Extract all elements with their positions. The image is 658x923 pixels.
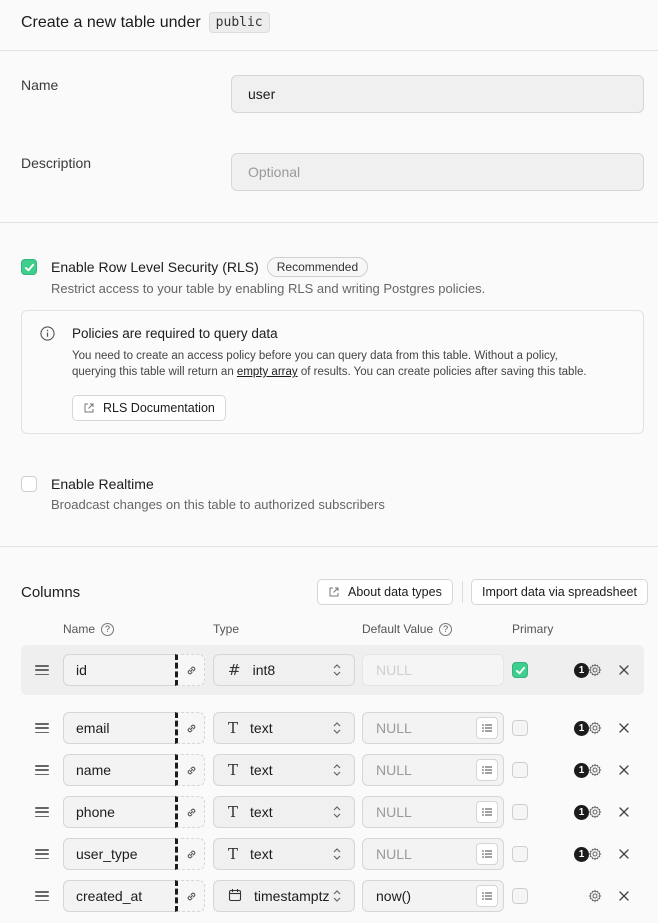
foreign-key-button[interactable]: [175, 796, 205, 828]
text-type-icon: T: [228, 761, 239, 779]
realtime-description: Broadcast changes on this table to authorized subscribers: [51, 497, 385, 512]
link-icon: [185, 806, 198, 819]
default-value: NULL: [376, 720, 412, 736]
page-header: [21, 12, 270, 33]
link-icon: [185, 848, 198, 861]
drag-handle-icon[interactable]: [35, 849, 49, 859]
list-icon: [481, 848, 493, 860]
settings-count-badge: 1: [574, 763, 589, 778]
list-icon: [481, 764, 493, 776]
rls-documentation-label: RLS Documentation: [103, 401, 215, 415]
settings-count-badge: 1: [574, 721, 589, 736]
divider: [0, 546, 658, 547]
close-icon[interactable]: [618, 806, 630, 818]
chevron-up-down-icon: [332, 721, 342, 735]
default-value-input[interactable]: [362, 654, 504, 686]
schema-pill: public: [209, 12, 270, 33]
column-name-input[interactable]: [63, 838, 177, 870]
column-name-value: phone: [76, 804, 115, 820]
callout-text-line-1: You need to create an access policy before you can query data from this table. Without a policy,: [72, 350, 558, 362]
default-value-input[interactable]: [362, 838, 504, 870]
column-header-type: [213, 622, 239, 636]
gear-icon[interactable]: [588, 805, 602, 819]
realtime-checkbox[interactable]: [21, 476, 37, 492]
calendar-icon: [228, 888, 242, 905]
rls-title: Enable Row Level Security (RLS): [51, 259, 259, 275]
primary-key-checkbox[interactable]: [512, 720, 528, 736]
primary-key-checkbox[interactable]: [512, 804, 528, 820]
column-header-type-label: Type: [213, 622, 240, 636]
foreign-key-button[interactable]: [175, 838, 205, 870]
help-icon[interactable]: ?: [439, 623, 452, 636]
check-icon: [24, 262, 35, 273]
default-value-input[interactable]: [362, 880, 504, 912]
column-type-value: text: [250, 720, 273, 736]
close-icon[interactable]: [618, 722, 630, 734]
check-icon: [515, 665, 526, 676]
default-suggestions-button[interactable]: [476, 759, 498, 781]
default-value-input[interactable]: [362, 796, 504, 828]
column-name-input[interactable]: [63, 712, 177, 744]
description-input[interactable]: Optional: [231, 153, 644, 191]
recommended-badge: Recommended: [267, 257, 368, 277]
link-icon: [185, 722, 198, 735]
chevron-up-down-icon: [332, 663, 342, 677]
column-name-value: id: [76, 662, 87, 678]
chevron-up-down-icon: [332, 763, 342, 777]
page-title: Create a new table under: [21, 13, 201, 31]
close-icon[interactable]: [618, 664, 630, 676]
separator: [462, 581, 463, 603]
column-name-input[interactable]: [63, 880, 177, 912]
column-name-value: name: [76, 762, 112, 778]
settings-count-badge: 1: [574, 847, 589, 862]
list-icon: [481, 806, 493, 818]
rls-title-row: [51, 257, 368, 277]
hash-icon: #: [228, 661, 241, 679]
primary-key-checkbox[interactable]: [512, 888, 528, 904]
column-type-value: int8: [252, 662, 276, 678]
column-type-value: text: [250, 846, 273, 862]
link-icon: [185, 764, 198, 777]
column-type-select[interactable]: [213, 838, 355, 870]
settings-count-badge: 1: [574, 805, 589, 820]
primary-key-checkbox[interactable]: [512, 846, 528, 862]
column-type-value: text: [250, 804, 273, 820]
callout-text-2a: querying this table will return an: [72, 366, 237, 378]
default-suggestions-button[interactable]: [476, 717, 498, 739]
default-value: NULL: [376, 804, 412, 820]
name-input[interactable]: user: [231, 75, 644, 113]
column-header-primary-label: Primary: [512, 622, 554, 636]
column-header-name: [63, 622, 114, 636]
column-type-value: text: [250, 762, 273, 778]
description-label: Description: [21, 155, 92, 171]
text-type-icon: T: [228, 719, 239, 737]
import-spreadsheet-label: Import data via spreadsheet: [482, 585, 637, 599]
settings-count-badge: 1: [574, 663, 589, 678]
rls-description: Restrict access to your table by enabling RLS and writing Postgres policies.: [51, 281, 486, 296]
default-suggestions-button[interactable]: [476, 885, 498, 907]
divider: [0, 50, 658, 51]
column-header-default: [362, 622, 452, 636]
foreign-key-button[interactable]: [175, 880, 205, 912]
column-type-select[interactable]: [213, 796, 355, 828]
callout-title: Policies are required to query data: [72, 326, 278, 341]
gear-icon[interactable]: [588, 889, 602, 903]
columns-title: Columns: [21, 584, 81, 601]
list-icon: [481, 890, 493, 902]
import-spreadsheet-button[interactable]: [471, 579, 648, 605]
help-icon[interactable]: ?: [101, 623, 114, 636]
empty-array-link[interactable]: empty array: [236, 366, 298, 378]
callout-text-2b: of results. You can create policies after saving this table.: [297, 366, 587, 378]
primary-key-checkbox[interactable]: [512, 762, 528, 778]
drag-handle-icon[interactable]: [35, 891, 49, 901]
about-data-types-label: About data types: [348, 585, 442, 599]
divider: [0, 222, 658, 223]
close-icon[interactable]: [618, 848, 630, 860]
default-value: now(): [376, 888, 412, 904]
name-label: Name: [21, 77, 59, 93]
text-type-icon: T: [228, 845, 239, 863]
default-suggestions-button[interactable]: [476, 801, 498, 823]
gear-icon[interactable]: [588, 847, 602, 861]
close-icon[interactable]: [618, 890, 630, 902]
gear-icon[interactable]: [588, 663, 602, 677]
default-value-input[interactable]: [362, 754, 504, 786]
column-name-input[interactable]: [63, 754, 177, 786]
policies-callout: [21, 310, 644, 434]
column-type-select[interactable]: [213, 654, 355, 686]
foreign-key-button[interactable]: [175, 754, 205, 786]
rls-checkbox[interactable]: [21, 259, 37, 275]
text-type-icon: T: [228, 803, 239, 821]
rls-documentation-button[interactable]: [72, 395, 226, 421]
default-value: NULL: [376, 846, 412, 862]
default-value: NULL: [376, 762, 412, 778]
close-icon[interactable]: [618, 764, 630, 776]
column-type-value: timestamptz: [254, 888, 330, 904]
external-link-icon: [83, 402, 95, 414]
about-data-types-button[interactable]: [317, 579, 453, 605]
link-icon: [185, 664, 198, 677]
foreign-key-button[interactable]: [175, 712, 205, 744]
column-type-select[interactable]: [213, 880, 355, 912]
gear-icon[interactable]: [588, 763, 602, 777]
callout-text-line-2: [72, 364, 637, 380]
drag-handle-icon[interactable]: [35, 723, 49, 733]
column-header-name-label: Name: [63, 622, 96, 636]
column-name-value: created_at: [76, 888, 143, 904]
list-icon: [481, 722, 493, 734]
column-type-select[interactable]: [213, 754, 355, 786]
chevron-up-down-icon: [332, 805, 342, 819]
column-header-primary: [512, 622, 553, 636]
chevron-up-down-icon: [332, 847, 342, 861]
default-suggestions-button[interactable]: [476, 843, 498, 865]
link-icon: [185, 890, 198, 903]
column-name-input[interactable]: [63, 796, 177, 828]
column-name-value: email: [76, 720, 110, 736]
drag-handle-icon[interactable]: [35, 807, 49, 817]
info-icon: [40, 326, 55, 341]
foreign-key-button[interactable]: [175, 654, 205, 686]
column-name-value: user_type: [76, 846, 138, 862]
drag-handle-icon[interactable]: [35, 665, 49, 675]
drag-handle-icon[interactable]: [35, 765, 49, 775]
default-value: NULL: [376, 662, 412, 678]
primary-key-checkbox[interactable]: [512, 662, 528, 678]
default-value-input[interactable]: [362, 712, 504, 744]
column-name-input[interactable]: [63, 654, 177, 686]
gear-icon[interactable]: [588, 721, 602, 735]
column-type-select[interactable]: [213, 712, 355, 744]
callout-text: [72, 348, 637, 380]
external-link-icon: [328, 586, 340, 598]
chevron-up-down-icon: [332, 889, 342, 903]
realtime-title: Enable Realtime: [51, 476, 154, 492]
column-header-default-label: Default Value: [362, 622, 434, 636]
